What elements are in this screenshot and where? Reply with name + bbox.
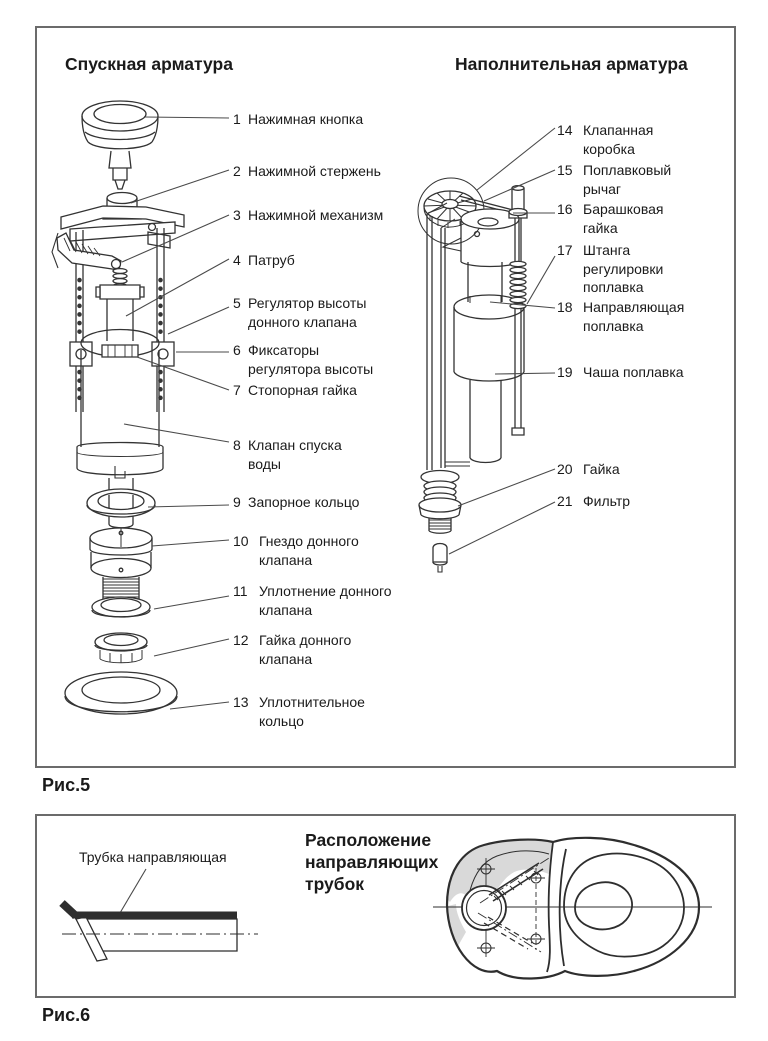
part-label-2: [233, 162, 381, 181]
part-number: 16: [557, 201, 573, 217]
leader-line: [449, 502, 555, 554]
part-number: 3: [233, 207, 241, 223]
leader-line: [458, 469, 555, 506]
part-label-21: [557, 492, 630, 511]
part-number: 15: [557, 162, 573, 178]
fill-valve-title: Наполнительная арматура: [455, 54, 688, 74]
part-text: Патруб: [248, 252, 295, 268]
figure5-caption: Рис.5: [42, 775, 91, 795]
fill-valve-drawing: [418, 178, 527, 572]
part-number: 21: [557, 493, 573, 509]
leader-line: [148, 505, 229, 507]
part-text: Клапан спуска воды: [248, 437, 342, 472]
part-number: 5: [233, 295, 241, 311]
toilet-top-view-drawing: [433, 838, 712, 979]
part-label-5: [233, 294, 366, 331]
part-number: 6: [233, 342, 241, 358]
part-label-9: [233, 493, 359, 512]
part-number: 2: [233, 163, 241, 179]
part-number: 7: [233, 382, 241, 398]
part-number: 11: [233, 583, 248, 599]
part-number: 4: [233, 252, 241, 268]
part-text: Барашковая гайка: [583, 201, 664, 236]
part-label-19: [557, 363, 684, 382]
part-text: Уплотнение донного клапана: [259, 583, 392, 618]
part-label-12: [233, 631, 351, 668]
part-text: Нажимная кнопка: [248, 111, 364, 127]
leader-line: [152, 540, 229, 546]
part-text: Штанга регулировки поплавка: [583, 242, 664, 295]
part-text: Поплавковый рычаг: [583, 162, 672, 197]
leader-line: [170, 702, 229, 709]
part-number: 8: [233, 437, 241, 453]
part-number: 1: [233, 111, 241, 127]
part-number: 9: [233, 494, 241, 510]
leader-line: [154, 639, 229, 656]
part-text: Уплотнительное кольцо: [259, 694, 365, 729]
part-number: 19: [557, 364, 573, 380]
leader-line: [124, 424, 229, 442]
part-label-14: [557, 121, 653, 158]
part-text: Гайка: [583, 461, 620, 477]
part-text: Чаша поплавка: [583, 364, 684, 380]
part-number: 17: [557, 242, 573, 258]
part-text: Клапанная коробка: [583, 122, 654, 157]
part-label-18: [557, 298, 684, 335]
part-label-13: [233, 693, 365, 730]
figure6-title: Расположение направляющих трубок: [305, 830, 439, 894]
leader-line: [168, 307, 229, 334]
leader-line: [484, 170, 555, 201]
part-label-4: [233, 251, 295, 270]
part-label-8: [233, 436, 342, 473]
part-number: 13: [233, 694, 249, 710]
part-label-6: [233, 341, 373, 378]
part-label-16: [557, 200, 664, 237]
part-text: Нажимной стержень: [248, 163, 381, 179]
flush-valve-drawing: [52, 101, 184, 714]
part-text: Стопорная гайка: [248, 382, 357, 398]
leader-line: [137, 357, 229, 390]
part-text: Гнездо донного клапана: [259, 533, 359, 568]
part-text: Гайка донного клапана: [259, 632, 352, 667]
part-label-17: [557, 241, 663, 297]
leader-line: [527, 256, 555, 304]
part-text: Нажимной механизм: [248, 207, 384, 223]
guide-tube-label: Трубка направляющая: [79, 849, 227, 865]
leader-line: [477, 128, 555, 190]
part-label-20: [557, 460, 620, 479]
part-text: Направляющая поплавка: [583, 299, 685, 334]
flush-valve-title: Спускная арматура: [65, 54, 233, 74]
part-label-10: [233, 532, 359, 569]
leader-line: [495, 373, 555, 374]
part-text: Фильтр: [583, 493, 631, 509]
part-number: 12: [233, 632, 249, 648]
part-number: 14: [557, 122, 573, 138]
leader-line: [154, 596, 229, 609]
part-text: Фиксаторы регулятора высоты: [248, 342, 374, 377]
part-label-11: [233, 582, 392, 619]
leader-line: [131, 170, 229, 203]
part-label-3: [233, 206, 383, 225]
part-label-7: [233, 381, 357, 400]
part-number: 18: [557, 299, 573, 315]
part-number: 20: [557, 461, 573, 477]
leader-line: [117, 869, 146, 918]
figure6-caption: Рис.6: [42, 1005, 91, 1025]
part-label-1: [233, 110, 363, 129]
guide-tube-drawing: [62, 903, 258, 961]
part-number: 10: [233, 533, 249, 549]
part-text: Регулятор высоты донного клапана: [248, 295, 367, 330]
part-text: Запорное кольцо: [248, 494, 360, 510]
part-label-15: [557, 161, 671, 198]
